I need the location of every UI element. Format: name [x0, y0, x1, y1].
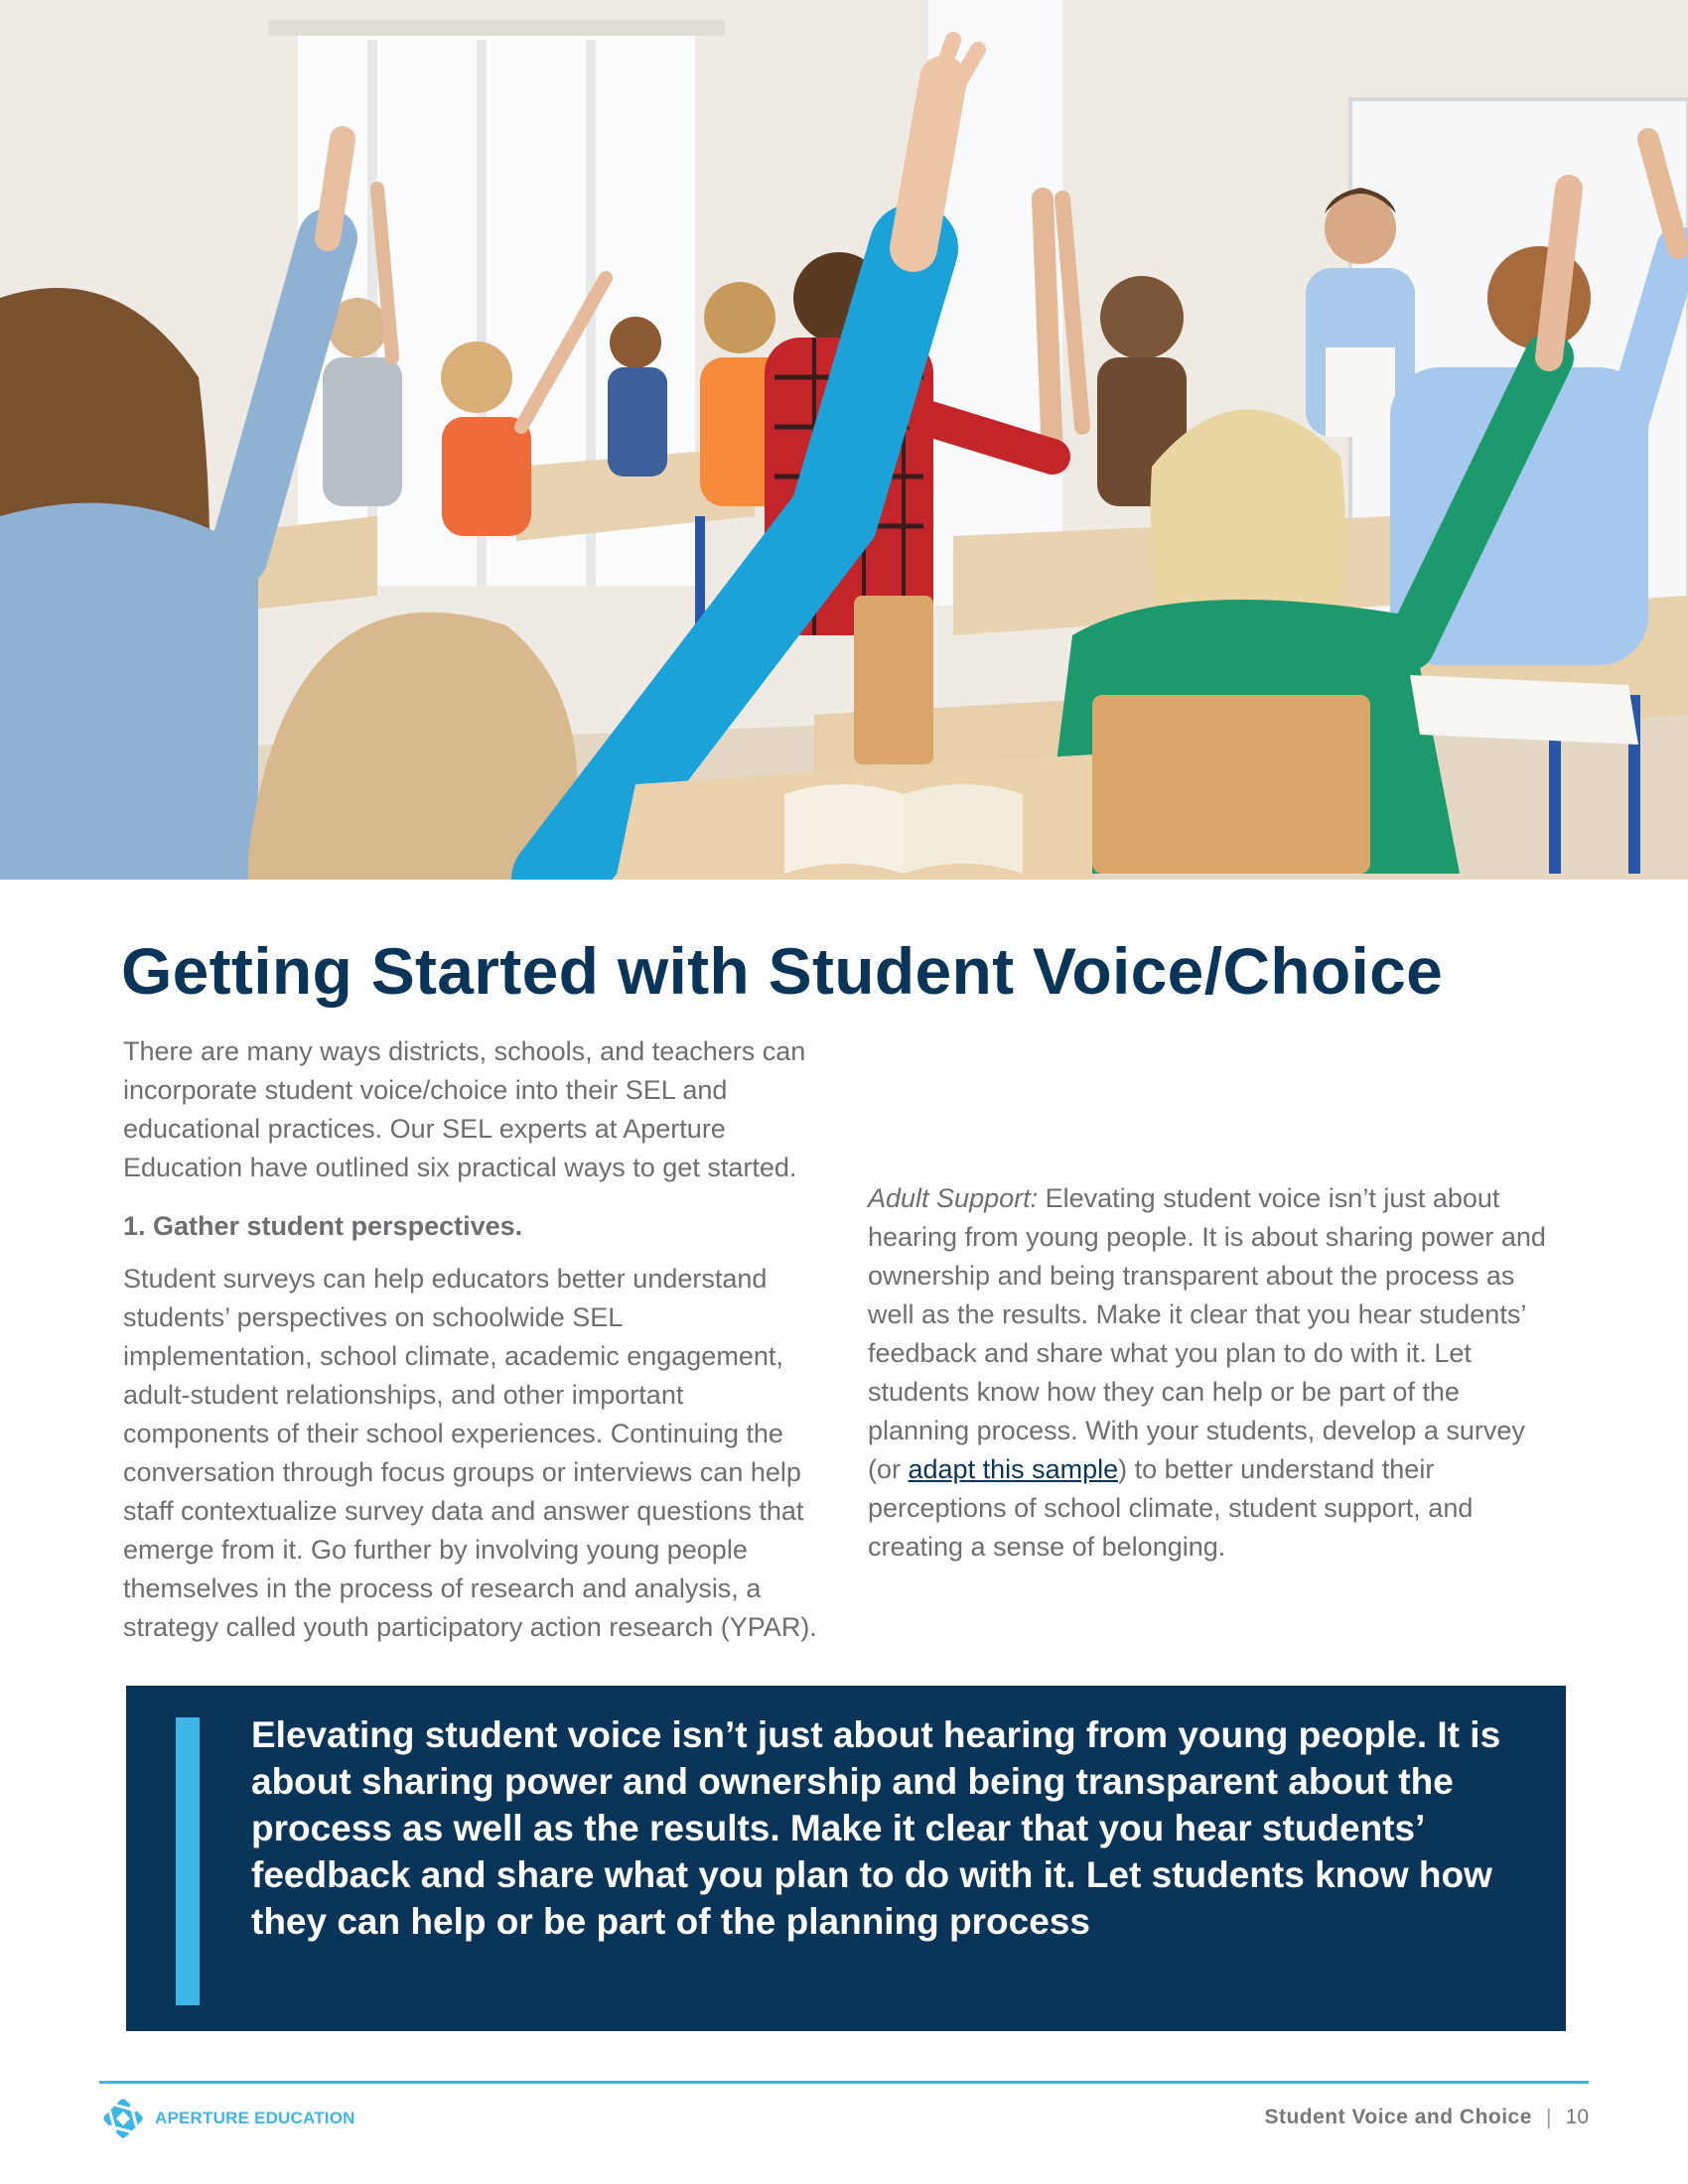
- chair-back: [1092, 695, 1370, 874]
- aperture-logo: [99, 2095, 355, 2142]
- page-number: 10: [1565, 2106, 1589, 2128]
- logo-text: APERTURE EDUCATION: [155, 2109, 355, 2127]
- document-title: Student Voice and Choice: [1264, 2106, 1532, 2128]
- footer-separator: |: [1545, 2105, 1552, 2129]
- section-heading: 1. Gather student perspectives.: [123, 1211, 523, 1241]
- left-column: [123, 1032, 818, 1667]
- adult-support-text-end: ) to better understand their perceptions of school climate, student support, and creating a sense of belonging.: [868, 1454, 1474, 1562]
- pull-quote-text: Elevating student voice isn’t just about hearing from young people. It is about sharing power and ownership and being transparent about the process as well as the results. Make it clear that you hear students’ feedback and share what you plan to do with it. Let students know how they can help or be part of the planning process: [251, 1714, 1501, 1942]
- adult-support-label: Adult Support:: [868, 1183, 1039, 1213]
- section-body: [123, 1260, 818, 1647]
- section-body-text: Student surveys can help educators better understand students’ perspectives on schoolwide SEL implementation, school climate, academic engagement, adult-student relationships, and other important components of their school experiences. Continuing the conversation through focus groups or interviews can help staff contextualize survey data and answer questions that emerge from it. Go further by involving young people themselves in the process of research and analysis, a strategy called youth participatory action research (YPAR).: [123, 1264, 817, 1642]
- aperture-logo-icon: [99, 2095, 147, 2142]
- page-title: Getting Started with Student Voice/Choice: [121, 934, 1444, 1008]
- quote-accent-bar: [176, 1717, 200, 2005]
- hero-photo: [0, 0, 1688, 880]
- footer-divider: [99, 2081, 1589, 2084]
- adapt-sample-link[interactable]: adapt this sample: [908, 1454, 1119, 1484]
- open-book: [784, 784, 904, 874]
- adult-support-text: Elevating student voice isn’t just about hearing from young people. It is about sharing power and ownership and being transparent about the process as well as the results. Make it clear that you hear students’ feedback and share what you plan to do with it. Let students know how they can help or be part of the planning process. With your students, develop a survey (or: [868, 1183, 1546, 1484]
- adult-support-paragraph: [868, 1179, 1563, 1567]
- pull-quote-box: [126, 1686, 1566, 2031]
- intro-paragraph: There are many ways districts, schools, and teachers can incorporate student voice/choice into their SEL and educational practices. Our SEL experts at Aperture Education have outlined six practical ways to get started.: [123, 1036, 806, 1182]
- classroom-illustration: [0, 0, 1688, 880]
- right-column: [868, 1179, 1563, 1586]
- footer-page-info: [1264, 2100, 1589, 2135]
